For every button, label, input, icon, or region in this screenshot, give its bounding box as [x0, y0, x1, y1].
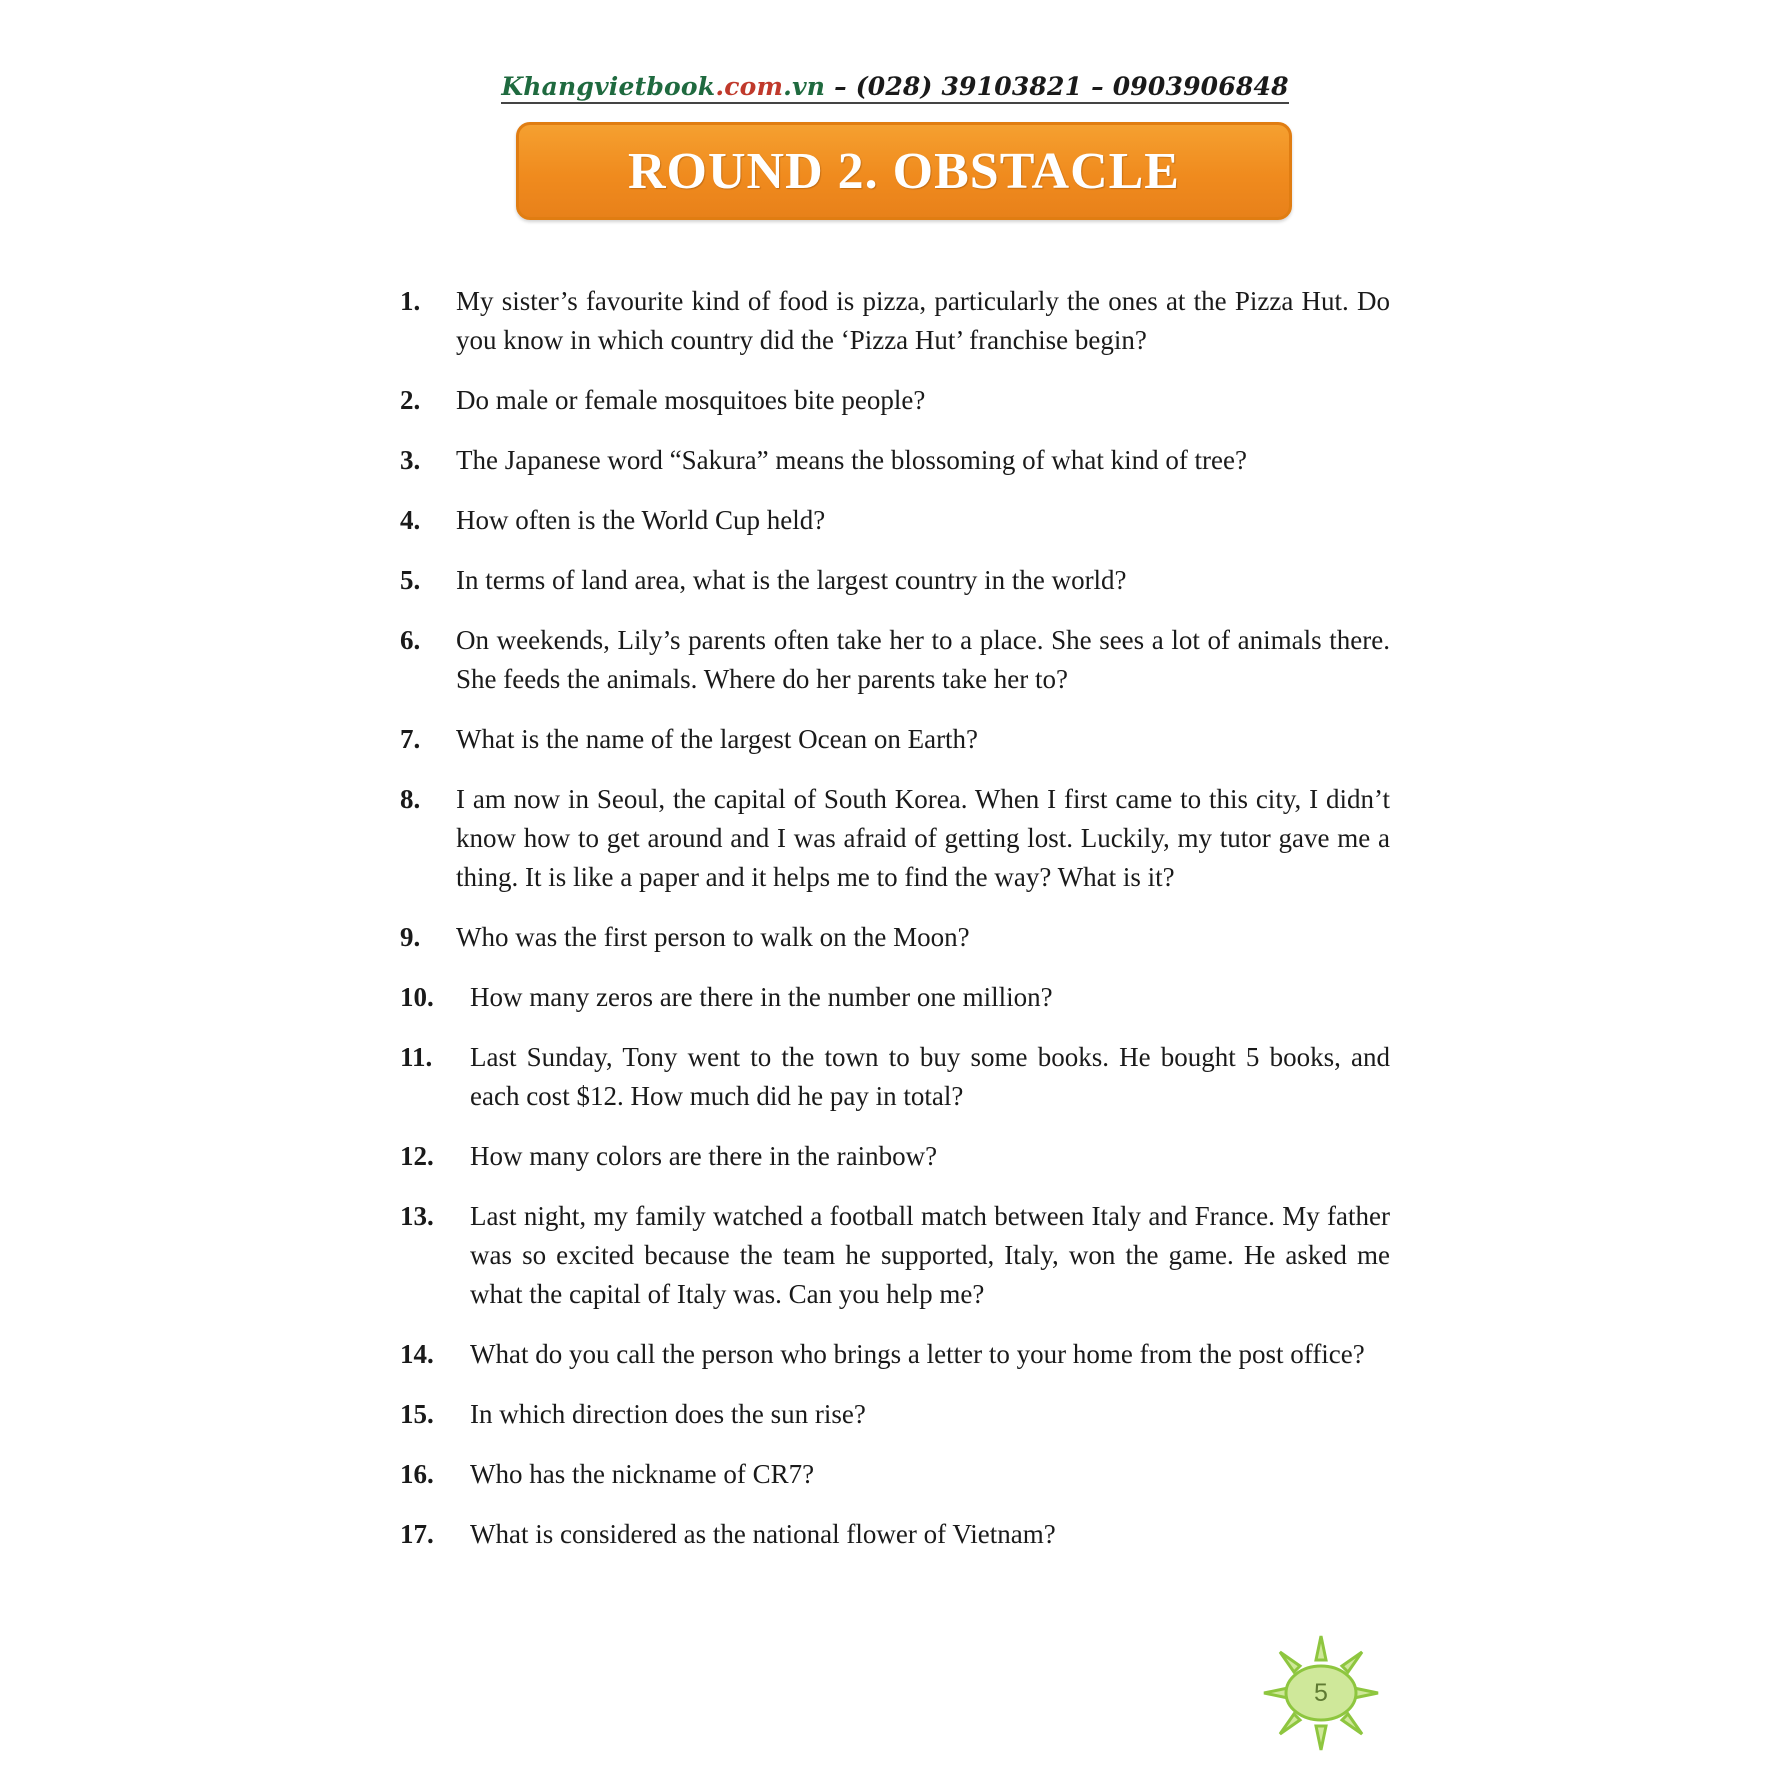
question-text: My sister’s favourite kind of food is pizza, particularly the ones at the Pizza Hut. Do you know in which country did the ‘Pizza Hut’ franchise begin? [456, 286, 1390, 355]
question-number: 1. [400, 286, 421, 316]
page-title: ROUND 2. OBSTACLE [627, 142, 1180, 200]
question-number: 9. [400, 922, 421, 952]
question-text: In which direction does the sun rise? [470, 1399, 866, 1429]
question-text: Who was the first person to walk on the Moon? [456, 922, 970, 952]
list-item [400, 1395, 1390, 1434]
question-number: 7. [400, 724, 421, 754]
list-item [400, 720, 1390, 759]
question-number: 13. [400, 1201, 434, 1231]
question-number: 10. [400, 982, 434, 1012]
publisher-name: Khangvietbook [501, 72, 716, 101]
page-number-badge [1262, 1634, 1380, 1752]
question-number: 12. [400, 1141, 434, 1171]
question-number: 3. [400, 445, 421, 475]
list-item [400, 1197, 1390, 1314]
list-item [400, 780, 1390, 897]
question-text: How many colors are there in the rainbow? [470, 1141, 938, 1171]
list-item [400, 501, 1390, 540]
question-text: How often is the World Cup held? [456, 505, 826, 535]
question-text: What is the name of the largest Ocean on Earth? [456, 724, 979, 754]
question-text: The Japanese word “Sakura” means the blossoming of what kind of tree? [456, 445, 1248, 475]
question-text: In terms of land area, what is the largest country in the world? [456, 565, 1127, 595]
list-item [400, 381, 1390, 420]
question-number: 5. [400, 565, 421, 595]
list-item [400, 561, 1390, 600]
publisher-header [0, 72, 1790, 101]
publisher-domain: .com [715, 72, 784, 101]
question-text: Who has the nickname of CR7? [470, 1459, 815, 1489]
list-item [400, 1137, 1390, 1176]
publisher-contact: – (028) 39103821 – 0903906848 [825, 72, 1289, 101]
publisher-tld: .vn [783, 72, 826, 101]
round-title-banner [516, 122, 1292, 220]
list-item [400, 282, 1390, 360]
list-item [400, 1515, 1390, 1554]
list-item [400, 1038, 1390, 1116]
list-item [400, 1335, 1390, 1374]
page-number: 5 [1314, 1678, 1328, 1707]
list-item [400, 441, 1390, 480]
question-number: 11. [400, 1042, 433, 1072]
question-number: 15. [400, 1399, 434, 1429]
question-number: 16. [400, 1459, 434, 1489]
question-number: 17. [400, 1519, 434, 1549]
question-text: Last Sunday, Tony went to the town to buy some books. He bought 5 books, and each cost $12. How much did he pay in total? [470, 1042, 1390, 1111]
question-text: Last night, my family watched a football match between Italy and France. My father was so excited because the team he supported, Italy, won the game. He asked me what the capital of Italy was. Can you help me? [470, 1201, 1390, 1309]
question-list [400, 282, 1390, 1575]
question-number: 14. [400, 1339, 434, 1369]
question-number: 4. [400, 505, 421, 535]
question-text: On weekends, Lily’s parents often take her to a place. She sees a lot of animals there. She feeds the animals. Where do her parents take her to? [456, 625, 1390, 694]
question-number: 6. [400, 625, 421, 655]
list-item [400, 1455, 1390, 1494]
list-item [400, 621, 1390, 699]
question-text: What is considered as the national flower of Vietnam? [470, 1519, 1056, 1549]
question-text: What do you call the person who brings a letter to your home from the post office? [470, 1339, 1365, 1369]
question-number: 2. [400, 385, 421, 415]
list-item [400, 978, 1390, 1017]
question-text: Do male or female mosquitoes bite people? [456, 385, 926, 415]
question-text: I am now in Seoul, the capital of South Korea. When I first came to this city, I didn’t know how to get around and I was afraid of getting lost. Luckily, my tutor gave me a thing. It is like a paper and it helps me to find the way? What is it? [456, 784, 1390, 892]
question-number: 8. [400, 784, 421, 814]
list-item [400, 918, 1390, 957]
question-text: How many zeros are there in the number one million? [470, 982, 1053, 1012]
